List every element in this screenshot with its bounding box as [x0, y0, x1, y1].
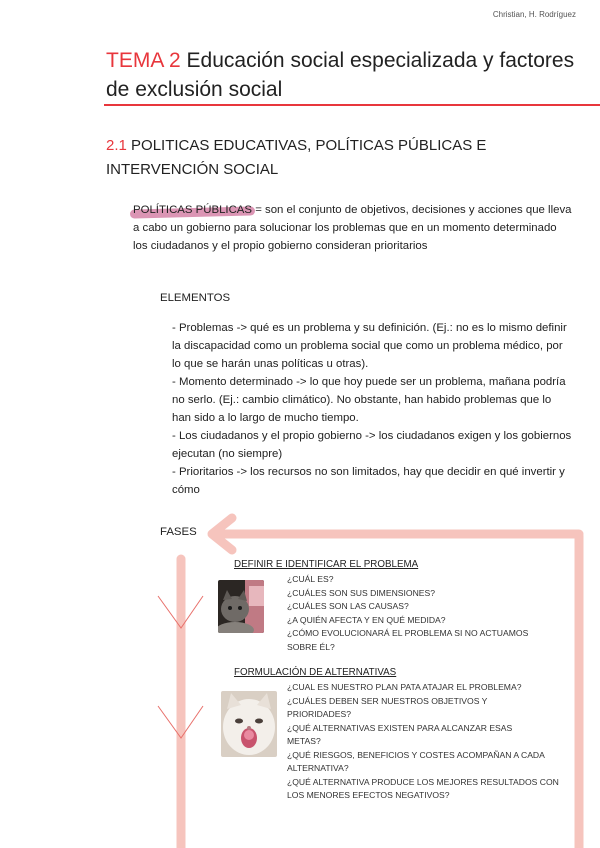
question-item: ¿QUÉ ALTERNATIVA PRODUCE LOS MEJORES RESULTADOS CON LOS MENORES EFECTOS NEGATIVOS?	[287, 776, 559, 800]
question-item: ¿QUÉ ALTERNATIVAS EXISTEN PARA ALCANZAR ESAS METAS?	[287, 722, 513, 746]
stage-title: FORMULACIÓN DE ALTERNATIVAS	[234, 667, 397, 678]
tema-title: Educación social especializada y factores de exclusión social	[106, 49, 575, 101]
highlighted-term: POLÍTICAS PÚBLICAS	[133, 204, 253, 216]
cat-photo-1	[218, 580, 264, 633]
list-item: - Los ciudadanos y el propio gobierno -> los ciudadanos exigen y los gobiernos ejecutan (no siempre)	[172, 430, 572, 460]
cat-photo-2	[221, 691, 277, 757]
question-item: ¿QUÉ RIESGOS, BENEFICIOS Y COSTES ACOMPAÑAN A CADA ALTERNATIVA?	[287, 749, 545, 773]
tema-number: TEMA 2	[106, 49, 181, 72]
question-list	[287, 681, 577, 803]
question-item: ¿CUÁL ES?	[287, 574, 334, 584]
question-item: ¿CUAL ES NUESTRO PLAN PATA ATAJAR EL PROBLEMA?	[287, 682, 522, 692]
section-title: POLITICAS EDUCATIVAS, POLÍTICAS PÚBLICAS E INTERVENCIÓN SOCIAL	[106, 137, 487, 178]
list-item: - Prioritarios -> los recursos no son limitados, hay que decidir en qué invertir y cómo	[172, 466, 565, 496]
question-item: ¿CÓMO EVOLUCIONARÁ EL PROBLEMA SI NO ACTUAMOS SOBRE ÉL?	[287, 628, 529, 652]
cat-image	[221, 691, 277, 757]
elementos-heading: ELEMENTOS	[160, 292, 231, 304]
section-number: 2.1	[106, 137, 127, 154]
author-name: Christian, H. Rodríguez	[492, 10, 576, 19]
question-item: ¿CUÁLES SON SUS DIMENSIONES?	[287, 587, 436, 598]
list-item: - Problemas -> qué es un problema y su definición. (Ej.: no es lo mismo definir la discapacidad como un problema social que como un problema médico, por lo que se harán unas políticas u otras).	[172, 322, 567, 370]
question-item: ¿CUÁLES SON LAS CAUSAS?	[287, 601, 409, 611]
fases-heading: FASES	[160, 526, 197, 538]
question-list	[287, 573, 577, 654]
question-item: ¿CUÁLES DEBEN SER NUESTROS OBJETIVOS Y PRIORIDADES?	[287, 695, 488, 719]
list-item: - Momento determinado -> lo que hoy puede ser un problema, mañana podría no serlo. (Ej.: cambio climático). No obstante, han habido problemas que lo han sido a lo largo de mucho tiempo.	[172, 376, 566, 424]
cat-image	[218, 580, 264, 633]
stage-title: DEFINIR E IDENTIFICAR EL PROBLEMA	[234, 559, 419, 570]
definition-text: = son el conjunto de objetivos, decisiones y acciones que lleva a cabo un gobierno para solucionar los problemas que en un momento determinado los ciudadanos y el propio gobierno consideran prioritarios	[133, 204, 572, 252]
question-item: ¿A QUIÉN AFECTA Y EN QUÉ MEDIDA?	[287, 614, 446, 625]
